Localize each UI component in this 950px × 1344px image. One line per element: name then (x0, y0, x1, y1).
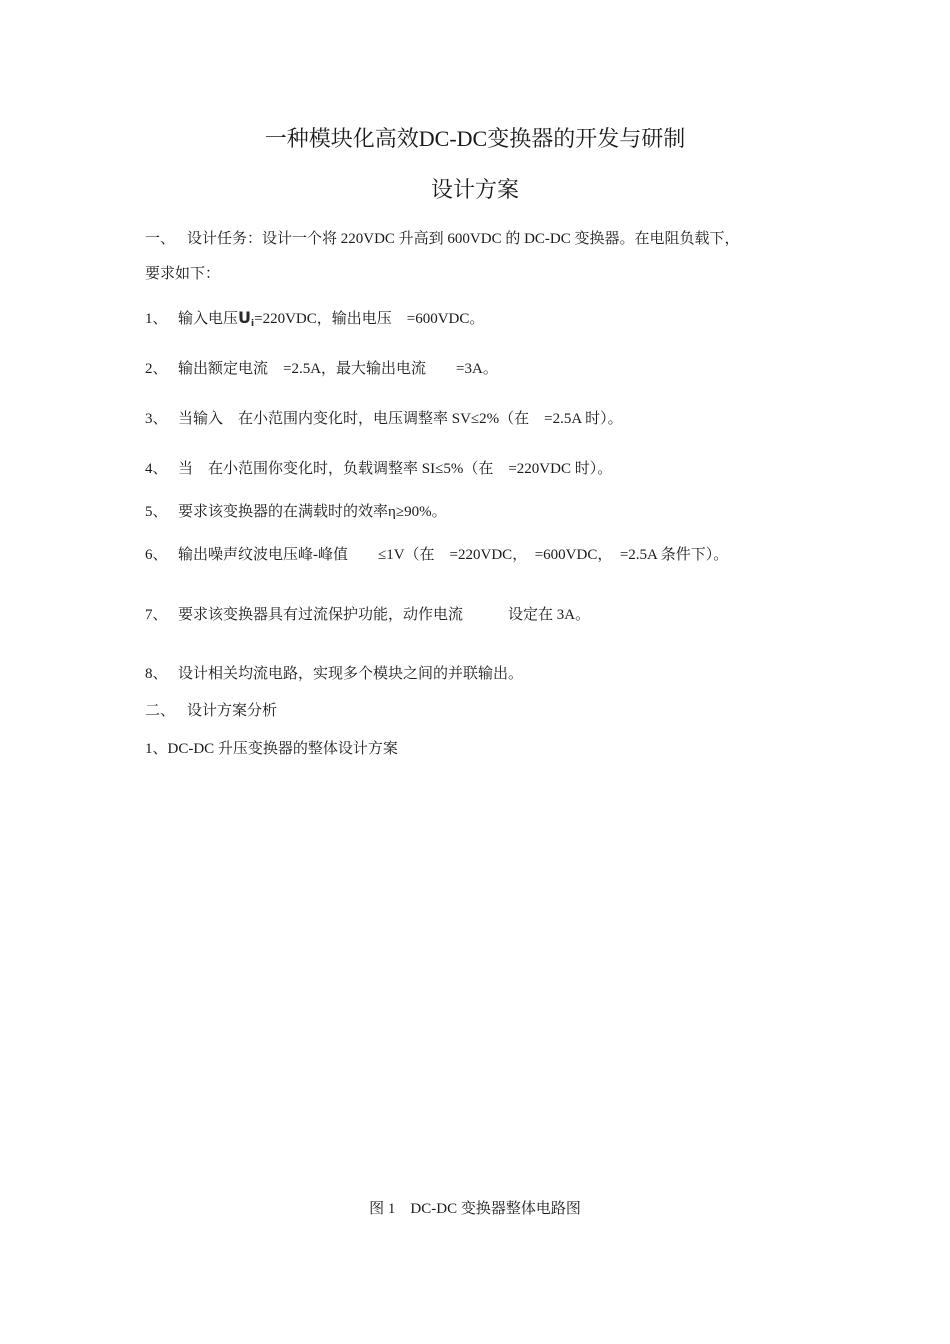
voltage-symbol-icon (238, 308, 254, 327)
item-text: 输出额定电流 =2.5A，最大输出电流 =3A。 (178, 361, 498, 377)
figure-placeholder (145, 770, 805, 1170)
item-text-post: =220VDC，输出电压 =600VDC。 (254, 311, 485, 327)
item-text: 设计相关均流电路，实现多个模块之间的并联输出。 (178, 666, 524, 682)
section-1-line-2: 要求如下： (145, 266, 221, 282)
doc-title: 一种模块化高效DC-DC变换器的开发与研制 (264, 126, 686, 151)
item-number: 2、 (145, 361, 168, 377)
item-text: 要求该变换器具有过流保护功能，动作电流 设定在 3A。 (178, 607, 591, 623)
section-1-line-1: 设计任务：设计一个将 220VDC 升高到 600VDC 的 DC-DC 变换器。在电阻负载下， (187, 231, 740, 247)
item-number: 4、 (145, 461, 168, 477)
item-number: 8、 (145, 666, 168, 682)
section-2-heading: 设计方案分析 (187, 703, 278, 719)
item-text (178, 307, 484, 328)
item-number: 1、 (145, 311, 168, 327)
section-1-number: 一、 (145, 231, 176, 247)
doc-subtitle: 设计方案 (430, 177, 519, 202)
subsection-heading: 1、DC-DC 升压变换器的整体设计方案 (145, 741, 398, 757)
item-text: 输出噪声纹波电压峰-峰值 ≤1V（在 =220VDC， =600VDC， =2.5A 条件下）。 (178, 547, 729, 563)
section-2-number: 二、 (145, 703, 176, 719)
item-text: 当 在小范围你变化时，负载调整率 SI≤5%（在 =220VDC 时）。 (178, 461, 613, 477)
item-text: 要求该变换器的在满载时的效率η≥90%。 (178, 504, 447, 520)
item-number: 7、 (145, 607, 168, 623)
item-number: 5、 (145, 504, 168, 520)
item-text: 当输入 在小范围内变化时，电压调整率 SV≤2%（在 =2.5A 时）。 (178, 411, 623, 427)
figure-caption: 图 1 DC-DC 变换器整体电路图 (369, 1201, 581, 1217)
voltage-symbol-letter: U (238, 308, 252, 327)
item-text-pre: 输入电压 (178, 311, 239, 327)
item-number: 6、 (145, 547, 168, 563)
voltage-symbol-subscript: i (251, 319, 255, 329)
item-number: 3、 (145, 411, 168, 427)
